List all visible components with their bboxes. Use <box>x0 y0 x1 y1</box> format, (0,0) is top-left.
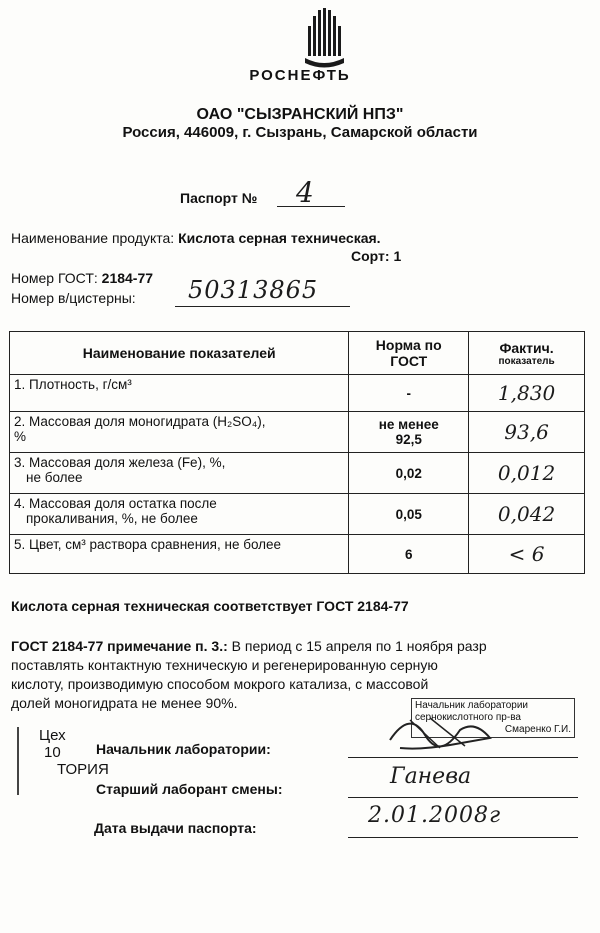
issue-date-line <box>348 837 578 838</box>
row-actual: < 6 <box>469 535 585 574</box>
table-row <box>10 535 585 574</box>
tank-number-line <box>175 306 350 307</box>
row-name-line1: 1. Плотность, г/см³ <box>14 377 132 392</box>
table-header-row <box>10 332 585 375</box>
product-line <box>11 230 381 246</box>
brand-name: РОСНЕФТЬ <box>249 67 351 84</box>
row-norm: 0,02 <box>349 453 469 494</box>
table-row <box>10 412 585 453</box>
lab-head-label: Начальник лаборатории: <box>96 741 271 757</box>
tank-label: Номер в/цистерны: <box>11 290 136 306</box>
note-lead: ГОСТ 2184-77 примечание п. 3.: <box>11 638 228 654</box>
row-name <box>10 453 349 494</box>
passport-number: 4 <box>296 176 314 209</box>
row-name-line1: 3. Массовая доля железа (Fe), %, <box>14 455 226 470</box>
row-norm-line2: 92,5 <box>395 432 422 447</box>
table-row <box>10 494 585 535</box>
header-actual-line2: показатель <box>498 355 555 367</box>
row-actual: 0,042 <box>469 494 585 535</box>
gost-value: 2184-77 <box>101 270 154 286</box>
row-name-line1: 4. Массовая доля остатка после <box>14 496 217 511</box>
stamp-workshop-text: ТОРИЯ <box>57 761 109 778</box>
stamp-workshop-number: 10 <box>44 744 61 761</box>
row-name-line1: 2. Массовая доля моногидрата (H₂SO₄), <box>14 414 266 429</box>
row-norm <box>349 412 469 453</box>
product-name: Кислота серная техническая. <box>178 230 381 246</box>
senior-lab-line <box>348 797 578 798</box>
row-name <box>10 375 349 412</box>
senior-lab-label: Старший лаборант смены: <box>96 781 283 797</box>
row-norm: 6 <box>349 535 469 574</box>
gost-number-line <box>11 270 153 286</box>
product-label: Наименование продукта: <box>11 230 175 246</box>
row-name-line1: 5. Цвет, см³ раствора сравнения, не более <box>14 537 282 552</box>
row-norm-line1: не менее <box>378 417 439 432</box>
company-name: ОАО "СЫЗРАНСКИЙ НПЗ" <box>196 106 404 123</box>
lab-head-signature <box>380 700 510 760</box>
note-line1-text: В период с 15 апреля по 1 ноября разр <box>227 638 487 654</box>
row-norm: - <box>349 375 469 412</box>
note-line1 <box>11 637 591 656</box>
issue-date-label: Дата выдачи паспорта: <box>94 820 257 836</box>
stamp-workshop-label: Цех <box>39 727 66 744</box>
row-name <box>10 412 349 453</box>
passport-label: Паспорт № <box>180 190 258 206</box>
issue-date: 2.01.2008г <box>368 803 502 828</box>
note-line3: кислоту, производимую способом мокрого катализа, с массовой <box>11 676 429 692</box>
header-actual-line1: Фактич. <box>499 339 554 356</box>
row-name-line2: не более <box>26 470 83 485</box>
header-actual <box>469 332 585 375</box>
row-name-line2: % <box>14 429 27 444</box>
row-actual: 93,6 <box>469 412 585 453</box>
stamp-line3: Смаренко Г.И. <box>504 724 571 735</box>
gost-label: Номер ГОСТ: <box>11 270 98 286</box>
table-row <box>10 375 585 412</box>
company-address: Россия, 446009, г. Сызрань, Самарской области <box>122 124 478 141</box>
senior-lab-signature: Ганева <box>390 764 472 789</box>
header-norm <box>349 332 469 375</box>
product-grade: Сорт: 1 <box>351 248 402 264</box>
note-line4: долей моногидрата не менее 90%. <box>11 695 238 711</box>
stamp-line2: сернокислотного пр-ва <box>415 712 521 723</box>
table-row <box>10 453 585 494</box>
header-name: Наименование показателей <box>10 332 349 375</box>
logo-emblem-icon <box>305 8 344 68</box>
row-name <box>10 535 349 574</box>
header-norm-line1: Норма по <box>375 337 442 353</box>
stamp-line1: Начальник лаборатории <box>415 700 528 711</box>
row-name <box>10 494 349 535</box>
lab-head-line <box>348 757 578 758</box>
row-actual: 1,830 <box>469 375 585 412</box>
row-norm: 0,05 <box>349 494 469 535</box>
row-name-line2: прокаливания, %, не более <box>26 511 198 526</box>
tank-number: 50313865 <box>188 276 319 304</box>
note-line2: поставлять контактную техническую и регенерированную серную <box>11 657 438 673</box>
row-actual: 0,012 <box>469 453 585 494</box>
conformity-statement: Кислота серная техническая соответствует ГОСТ 2184-77 <box>11 598 409 614</box>
specs-table <box>9 331 585 574</box>
header-norm-line2: ГОСТ <box>390 353 428 369</box>
